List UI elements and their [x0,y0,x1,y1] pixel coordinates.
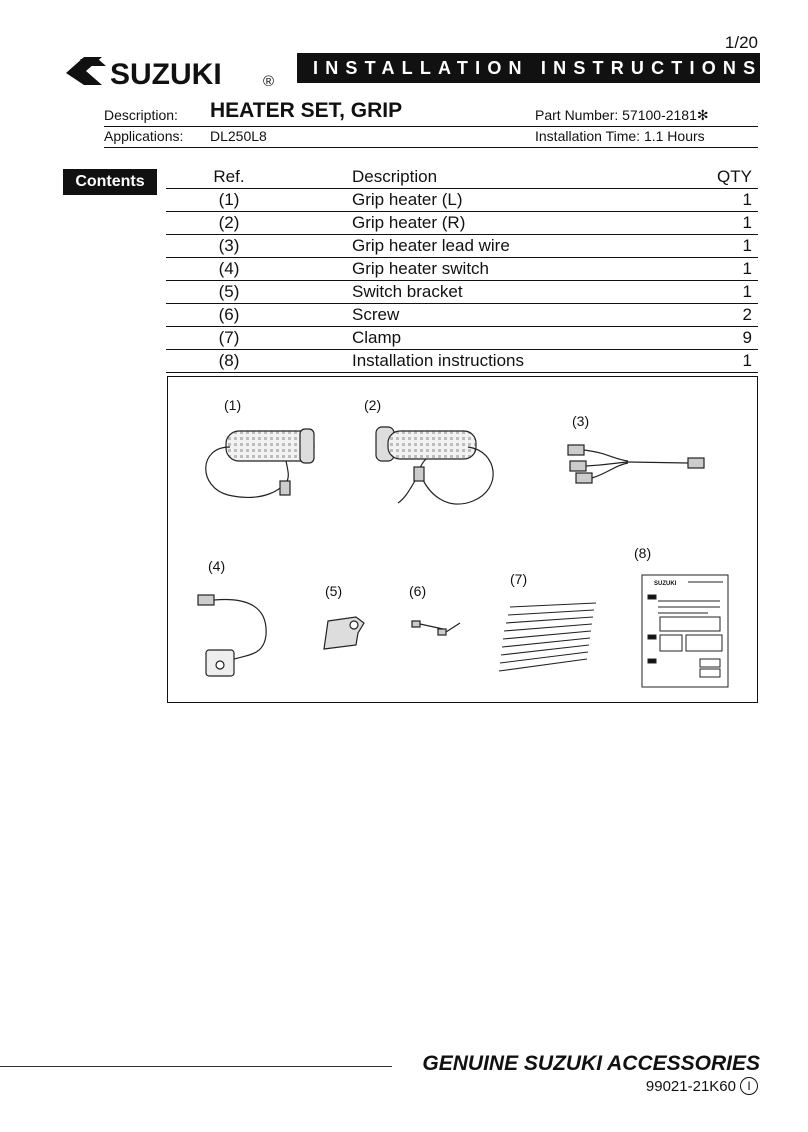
installation-instructions-banner: INSTALLATION INSTRUCTIONS [297,53,760,83]
description-label: Description: [104,107,178,123]
qty-header: QTY [672,166,758,189]
grip-heater-left-illustration [206,429,314,497]
document-code-value: 99021-21K60 [645,1077,736,1095]
figure-label-4: (4) [208,558,226,574]
qty-cell: 1 [672,281,758,304]
clamps-illustration [499,603,596,671]
applications-value: DL250L8 [210,128,267,144]
description-cell: Grip heater switch [292,258,672,281]
qty-cell: 1 [672,212,758,235]
description-cell: Clamp [292,327,672,350]
table-row [166,235,758,258]
table-header-row [166,166,758,189]
qty-cell: 2 [672,304,758,327]
description-cell: Screw [292,304,672,327]
screws-illustration [412,621,460,635]
switch-bracket-illustration [324,617,364,649]
ref-cell: (5) [166,281,292,304]
registered-mark: ® [263,73,275,90]
table-row [166,304,758,327]
figure-label-2: (2) [364,397,382,413]
qty-cell: 9 [672,327,758,350]
footer-rule [0,1066,392,1067]
description-cell: Grip heater (R) [292,212,672,235]
suzuki-s-emblem-icon [66,57,106,85]
contents-tab: Contents [63,169,157,195]
table-row [166,281,758,304]
applications-label: Applications: [104,128,184,144]
installation-time-label: Installation Time: [535,128,641,144]
table-row [166,350,758,373]
figure-label-6: (6) [409,583,427,599]
parts-illustration [167,376,758,703]
part-number-value: 57100-2181✻ [622,107,709,123]
ref-cell: (4) [166,258,292,281]
ref-cell: (7) [166,327,292,350]
parts-table [166,166,758,373]
mini-sheet-brand: SUZUKI [654,581,677,587]
description-cell: Switch bracket [292,281,672,304]
figure-label-8: (8) [634,545,652,561]
figure-label-3: (3) [572,413,590,429]
table-row [166,212,758,235]
ref-cell: (8) [166,350,292,373]
description-header: Description [292,166,672,189]
qty-cell: 1 [672,350,758,373]
instruction-sheet-illustration [642,575,728,687]
ref-cell: (6) [166,304,292,327]
description-cell: Installation instructions [292,350,672,373]
qty-cell: 1 [672,235,758,258]
suzuki-logo [64,51,284,95]
figure-label-5: (5) [325,583,343,599]
table-row [166,327,758,350]
revision-badge: I [740,1077,758,1095]
ref-cell: (1) [166,189,292,212]
ref-cell: (3) [166,235,292,258]
qty-cell: 1 [672,258,758,281]
applications-row [104,127,758,148]
table-row [166,189,758,212]
logo-wordmark: SUZUKI [110,58,222,91]
description-cell: Grip heater (L) [292,189,672,212]
ref-cell: (2) [166,212,292,235]
installation-time-value: 1.1 Hours [643,128,705,144]
grip-heater-switch-illustration [198,595,266,676]
qty-cell: 1 [672,189,758,212]
ref-header: Ref. [166,166,292,189]
description-cell: Grip heater lead wire [292,235,672,258]
page-number: 1/20 [724,33,758,52]
lead-wire-illustration [568,445,704,483]
description-row [104,98,758,127]
grip-heater-right-illustration [376,427,493,504]
document-code [646,1077,758,1095]
description-value: HEATER SET, GRIP [210,99,403,122]
part-number-label: Part Number: [535,107,619,123]
table-row [166,258,758,281]
footer-title: GENUINE SUZUKI ACCESSORIES [422,1052,760,1075]
figure-label-7: (7) [510,571,528,587]
figure-label-1: (1) [224,397,242,413]
